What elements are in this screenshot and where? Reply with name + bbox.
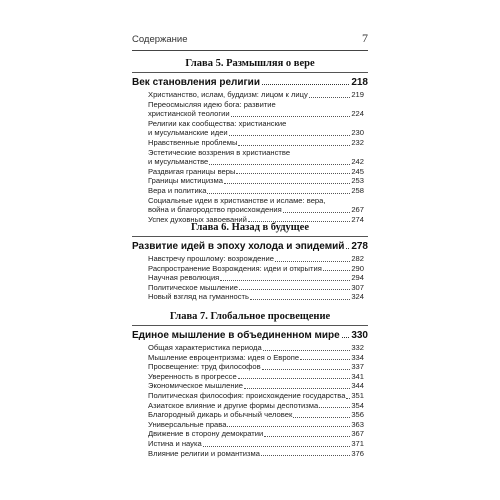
toc-entry-label: Азиатское влияние и другие формы деспотизма [148, 400, 319, 410]
toc-entry [148, 292, 364, 302]
toc-entry [148, 176, 364, 186]
toc-entry-label: Движение в сторону демократии [148, 429, 264, 439]
dot-leader [203, 446, 351, 447]
toc-entry-label: и мусульманстве [148, 157, 209, 167]
dot-leader [224, 183, 350, 184]
header-rule [132, 50, 368, 51]
toc-entry-page: 230 [351, 128, 364, 138]
toc-entry-page: 334 [351, 352, 364, 362]
toc-entry-label: Научная революция [148, 273, 220, 283]
dot-leader [207, 193, 350, 194]
dot-leader [261, 455, 350, 456]
toc-entry [148, 410, 364, 420]
dot-leader [300, 359, 350, 360]
toc-entry-label: Навстречу прошлому: возрождение [148, 254, 275, 263]
toc-entry-page: 376 [351, 448, 364, 458]
section-heading [132, 238, 368, 252]
toc-entry [148, 372, 364, 382]
toc-entry-label: Христианство, ислам, буддизм: лицом к лицу [148, 90, 308, 99]
toc-entry [148, 254, 364, 264]
toc-entry [148, 353, 364, 363]
dot-leader [239, 289, 350, 290]
toc-entry [148, 138, 364, 148]
toc-entry-page: 367 [351, 429, 364, 439]
section-label: Развитие идей в эпоху холода и эпидемий [132, 241, 345, 252]
dot-leader [264, 436, 350, 437]
toc-entry-label: христианской теологии [148, 109, 230, 119]
toc-entry-label: Новый взгляд на гуманность [148, 292, 249, 302]
dot-leader [309, 97, 351, 98]
toc-entry-label: Экономическое мышление [148, 381, 243, 391]
dot-leader [263, 350, 351, 351]
toc-entry-label: Распространение Возрождения: идеи и открытия [148, 263, 322, 273]
toc-entry-page: 337 [351, 362, 364, 372]
toc-entry-label: Границы мистицизма [148, 176, 223, 186]
toc-entry-page: 267 [351, 205, 364, 215]
section-page: 278 [351, 241, 368, 252]
section-heading [132, 74, 368, 88]
dot-leader [342, 337, 350, 338]
toc-entry-label: Успех духовных завоеваний [148, 214, 247, 224]
toc-entry [148, 100, 364, 119]
dot-leader [238, 378, 351, 379]
toc-entry-page: 253 [351, 176, 364, 186]
toc-entry-page: 324 [351, 292, 364, 302]
section-page: 330 [351, 330, 368, 341]
toc-entry-page: 282 [351, 254, 364, 263]
toc-entry [148, 148, 364, 167]
toc-entry [148, 439, 364, 449]
toc-items [148, 90, 364, 224]
toc-entry [148, 343, 364, 353]
toc-entry-page: 245 [351, 166, 364, 176]
dot-leader [323, 270, 351, 271]
toc-entry-line: Переосмысляя идею бога: развитие [148, 99, 276, 109]
chapter-title: Глава 5. Размышляя о вере [185, 58, 315, 69]
toc-entry [148, 420, 364, 430]
toc-items [148, 343, 364, 458]
dot-leader [319, 407, 350, 408]
section-page: 218 [351, 77, 368, 88]
toc-entry [148, 401, 364, 411]
dot-leader [209, 164, 350, 165]
toc-entry-label: Уверенность в прогрессе [148, 371, 237, 381]
toc-entry [148, 90, 364, 100]
section-label: Единое мышление в объединенном мире [132, 330, 340, 341]
dot-leader [229, 135, 351, 136]
toc-entry [148, 449, 364, 459]
toc-entry-label: Благородный дикарь и обычный человек [148, 410, 293, 420]
dot-leader [220, 280, 350, 281]
toc-entry-line: Религии как сообщества: христианские [148, 118, 287, 128]
toc-entry-label: война и благородство происхождения [148, 205, 282, 215]
toc-entry [148, 264, 364, 274]
toc-entry [148, 391, 364, 401]
running-head-title: Содержание [132, 34, 188, 45]
toc-entry-label: Просвещение: труд философов [148, 362, 261, 372]
toc-entry-page: 332 [351, 343, 364, 352]
toc-entry-line: Социальные идеи в христианстве и исламе: вера, [148, 195, 326, 205]
toc-entry-page: 274 [351, 214, 364, 224]
toc-entry [148, 186, 364, 196]
toc-entry-page: 242 [351, 157, 364, 167]
toc-entry-label: Политическая философия: происхождение государства [148, 390, 346, 400]
toc-entry-label: Универсальные права [148, 419, 227, 429]
toc-entry-label: Общая характеристика периода [148, 343, 262, 352]
dot-leader [231, 116, 351, 117]
toc-entry [148, 283, 364, 293]
toc-entry-label: Вера и политика [148, 185, 207, 195]
toc-entry-page: 258 [351, 185, 364, 195]
toc-items [148, 254, 364, 302]
toc-entry-page: 371 [351, 438, 364, 448]
toc-entry-page: 224 [351, 109, 364, 119]
toc-entry-label: Мышление евроцентризма: идея о Европе [148, 352, 300, 362]
chapter-rule [132, 236, 368, 237]
toc-entry-label: Истина и наука [148, 438, 202, 448]
toc-entry-label: Политическое мышление [148, 282, 238, 292]
section-heading [132, 327, 368, 341]
toc-entry [148, 167, 364, 177]
chapter-rule [132, 325, 368, 326]
toc-entry [148, 273, 364, 283]
dot-leader [227, 426, 350, 427]
toc-entry-label: Нравственные проблемы [148, 137, 238, 147]
dot-leader [283, 212, 351, 213]
page-number: 7 [362, 31, 368, 45]
dot-leader [244, 388, 350, 389]
toc-entry-page: 290 [351, 263, 364, 273]
running-head [132, 31, 368, 48]
toc-entry-page: 351 [351, 390, 364, 400]
dot-leader [236, 173, 350, 174]
toc-entry [148, 119, 364, 138]
toc-entry-label: Влияние религии и романтизма [148, 448, 260, 458]
toc-entry [148, 429, 364, 439]
toc-entry-label: Раздвигая границы веры [148, 166, 236, 176]
dot-leader [262, 369, 351, 370]
dot-leader [238, 145, 350, 146]
dot-leader [262, 84, 349, 85]
dot-leader [346, 248, 349, 249]
toc-entry-label: и мусульманские идеи [148, 128, 228, 138]
toc-entry-line: Эстетические воззрения в христианстве [148, 147, 291, 157]
toc-entry-page: 363 [351, 419, 364, 429]
toc-entry [148, 362, 364, 372]
chapter-title: Глава 6. Назад в будущее [191, 222, 309, 233]
toc-entry-page: 232 [351, 137, 364, 147]
toc-entry-page: 341 [351, 371, 364, 381]
dot-leader [346, 398, 350, 399]
toc-entry-page: 219 [351, 90, 364, 99]
dot-leader [293, 417, 350, 418]
toc-entry-page: 356 [351, 410, 364, 420]
toc-entry-page: 307 [351, 282, 364, 292]
toc-entry [148, 381, 364, 391]
toc-entry-page: 344 [351, 381, 364, 391]
dot-leader [250, 299, 350, 300]
section-label: Век становления религии [132, 77, 260, 88]
toc-entry-page: 294 [351, 273, 364, 283]
toc-entry-page: 354 [351, 400, 364, 410]
chapter-rule [132, 72, 368, 73]
chapter-title: Глава 7. Глобальное просвещение [169, 311, 331, 322]
toc-entry [148, 196, 364, 215]
dot-leader [275, 261, 350, 262]
